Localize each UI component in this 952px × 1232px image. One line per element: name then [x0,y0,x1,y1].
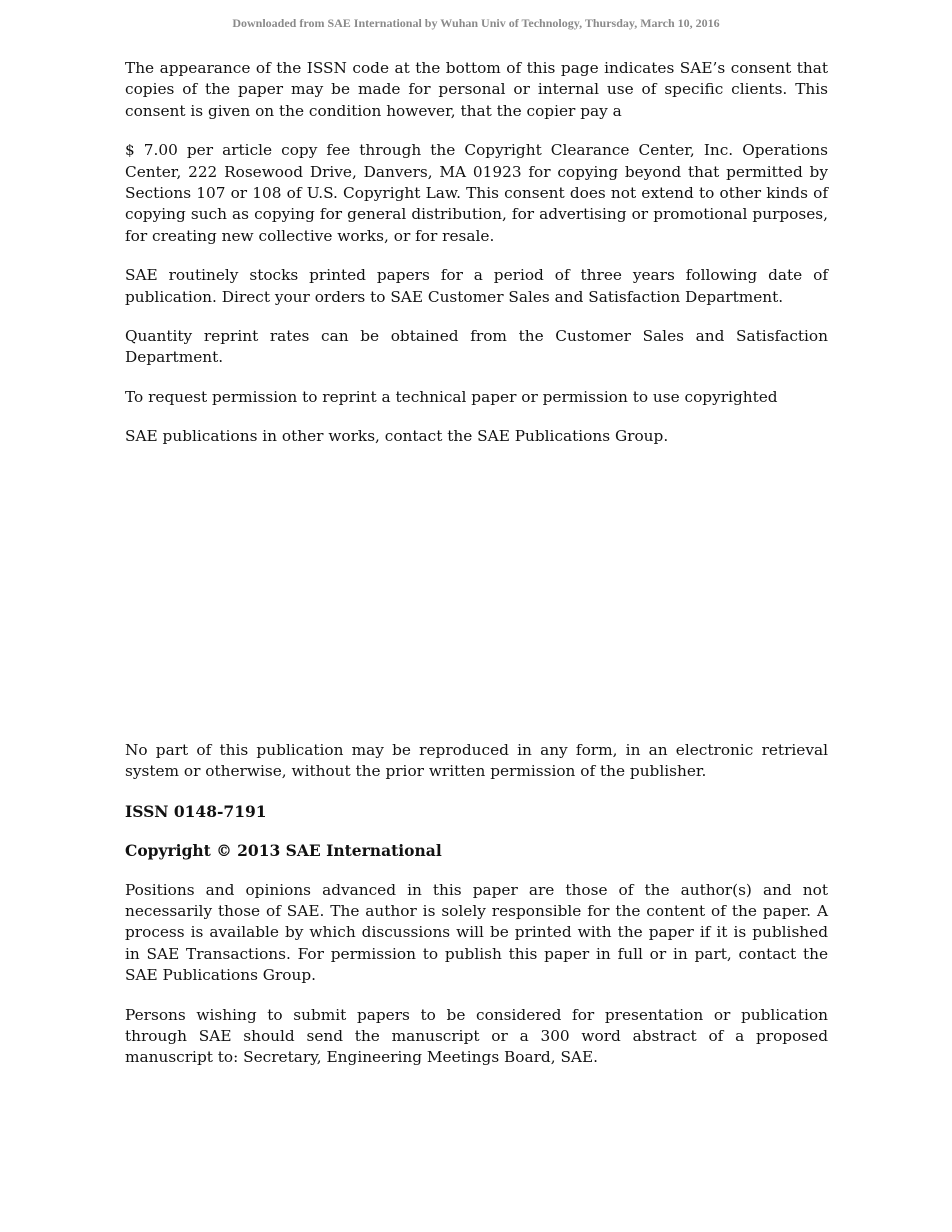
download-notice: Downloaded from SAE International by Wuhan Univ of Technology, Thursday, March 10, 2016 [232,16,720,30]
positions-disclaimer: Positions and opinions advanced in this paper are those of the author(s) and not necessarily those of SAE. The author is solely responsible for the content of the paper. A process is available by which discussions will be printed with the paper if it is published in SAE Transactions. For permission to publish this paper in full or in part, contact the SAE Publications Group. [125,880,828,985]
reproduction-notice: No part of this publication may be reproduced in any form, in an electronic retrieval system or otherwise, without the prior written permission of the publisher. [125,741,828,781]
consent-paragraph: The appearance of the ISSN code at the bottom of this page indicates SAE’s consent that copies of the paper may be made for personal or internal use of specific clients. This consent is given on the condition however, that the copier pay a [125,59,828,120]
copyright-section [125,740,828,1069]
permission-request-paragraph: To request permission to reprint a technical paper or permission to use copyrighted [125,387,778,406]
copyright-line: Copyright © 2013 SAE International [125,841,442,861]
submission-info: Persons wishing to submit papers to be considered for presentation or publication through SAE should send the manuscript or a 300 word abstract of a proposed manuscript to: Secretary, Engineering Meetings Board, SAE. [125,1005,828,1067]
consent-section [125,58,828,448]
publications-contact-paragraph: SAE publications in other works, contact the SAE Publications Group. [125,427,669,446]
copy-fee-paragraph: $ 7.00 per article copy fee through the Copyright Clearance Center, Inc. Operations Center, 222 Rosewood Drive, Danvers, MA 01923 for copying beyond that permitted by Sections 107 or 108 of U.S. Copyright Law. This consent does not extend to other kinds of copying such as copying for general distribution, for advertising or promotional purposes, for creating new collective works, or for resale. [125,141,828,245]
reprint-rates-paragraph: Quantity reprint rates can be obtained from the Customer Sales and Satisfaction Department. [125,327,828,367]
stock-paragraph: SAE routinely stocks printed papers for a period of three years following date of publication. Direct your orders to SAE Customer Sales and Satisfaction Department. [125,266,828,306]
issn-code: ISSN 0148-7191 [125,801,267,821]
